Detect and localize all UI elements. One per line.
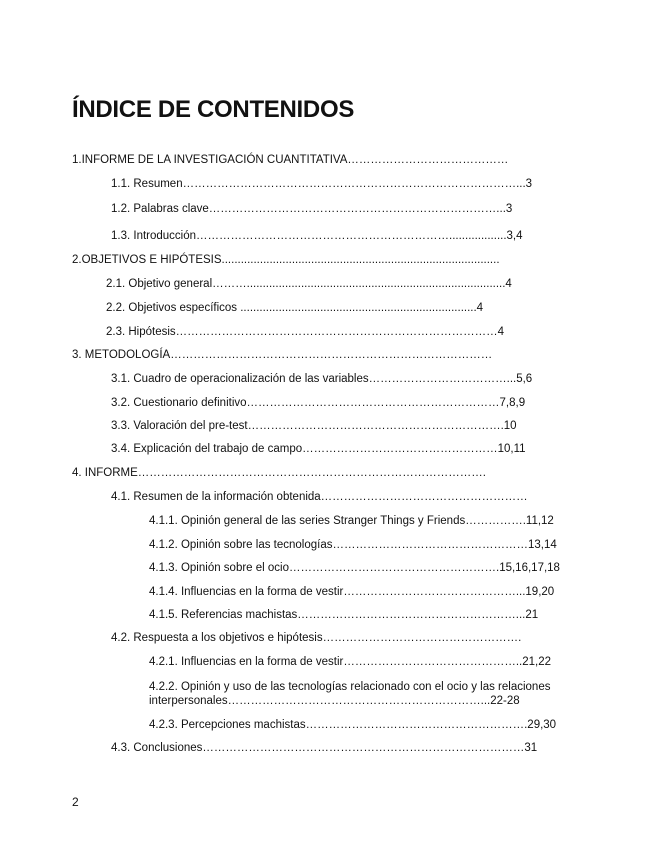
page-number: 2 <box>72 795 79 809</box>
toc-entry-4-1-5: 4.1.5. Referencias machistas…………………………………………………...21 <box>149 609 539 621</box>
page-title: ÍNDICE DE CONTENIDOS <box>72 96 355 123</box>
toc-entry-4-1-4: 4.1.4. Influencias en la forma de vestir………………………………………...19,20 <box>149 586 555 598</box>
toc-entry-4-1: 4.1. Resumen de la información obtenida……………………………………………… <box>111 491 528 503</box>
toc-entry-2-1: 2.1. Objetivo general……….................................................................................4 <box>106 278 512 290</box>
toc-entry-1-2: 1.2. Palabras clave…………………………………………………………………...3 <box>111 203 513 215</box>
toc-entry-2-2: 2.2. Objetivos específicos ..........................................................................4 <box>106 302 484 314</box>
toc-entry-4-1-1: 4.1.1. Opinión general de las series Stranger Things y Friends…………….11,12 <box>149 515 554 527</box>
toc-entry-4-2-1: 4.2.1. Influencias en la forma de vestir………………………………………..21,22 <box>149 656 551 668</box>
toc-entry-2-3: 2.3. Hipótesis…………………………………………………………………………4 <box>106 326 505 338</box>
toc-entry-1: 1.INFORME DE LA INVESTIGACIÓN CUANTITATIVA…………………………………… <box>72 154 509 166</box>
toc-entry-4-2-2: 4.2.2. Opinión y uso de las tecnologías relacionado con el ocio y las relaciones interpersonales…………………………………………………………...22-28 <box>149 681 551 707</box>
toc-entry-2: 2.OBJETIVOS E HIPÓTESIS....................................................................................... <box>72 254 500 266</box>
toc-entry-3-4: 3.4. Explicación del trabajo de campo……………………………………………10,11 <box>111 443 526 455</box>
toc-entry-4-1-3: 4.1.3. Opinión sobre el ocio……………………………………………….15,16,17,18 <box>149 562 560 574</box>
toc-entry-4-1-2: 4.1.2. Opinión sobre las tecnologías……………………………………………13,14 <box>149 539 557 551</box>
toc-entry-1-1: 1.1. Resumen……………………………………………………………………………...3 <box>111 178 533 190</box>
toc-entry-1-3: 1.3. Introducción…………………………………………………………..................3,4 <box>111 230 523 242</box>
toc-entry-3-2: 3.2. Cuestionario definitivo…………………………………………………………7,8,9 <box>111 397 526 409</box>
toc-entry-3: 3. METODOLOGÍA………………………………………………………………………… <box>72 349 493 361</box>
toc-entry-4: 4. INFORME………………………………………………………………………………. <box>72 467 487 479</box>
toc-entry-3-1: 3.1. Cuadro de operacionalización de las variables………………………………...5,6 <box>111 373 533 385</box>
toc-entry-4-2-3: 4.2.3. Percepciones machistas………………………………………………….29,30 <box>149 719 557 731</box>
toc-entry-3-3: 3.3. Valoración del pre-test………………………………………………………….10 <box>111 420 517 432</box>
toc-entry-4-3: 4.3. Conclusiones…………………………………………………………………………31 <box>111 742 538 754</box>
toc-entry-4-2: 4.2. Respuesta a los objetivos e hipótesis……………………………………………. <box>111 632 522 644</box>
